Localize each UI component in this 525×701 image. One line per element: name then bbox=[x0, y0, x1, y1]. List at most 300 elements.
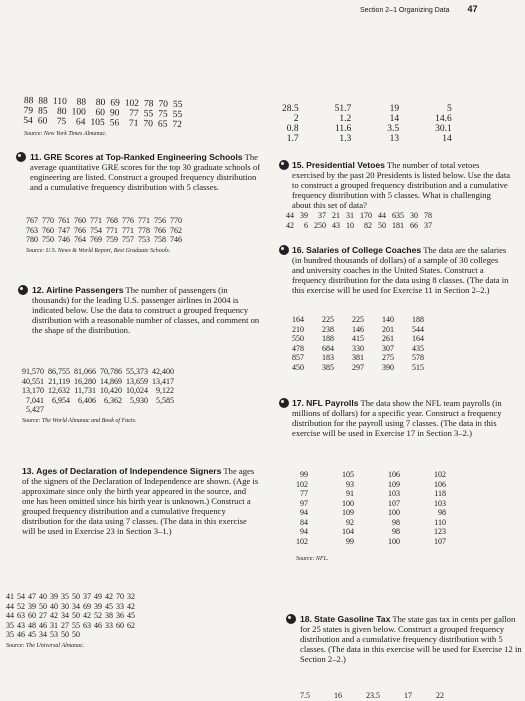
table-cell: 100 bbox=[342, 498, 354, 508]
table-cell: 69 bbox=[83, 601, 91, 611]
table-cell: 28.5 bbox=[282, 104, 299, 114]
table-cell: 105 bbox=[90, 117, 105, 129]
table-cell: 188 bbox=[412, 315, 424, 324]
exercise-title: State Gasoline Tax bbox=[314, 614, 391, 624]
table-cell: 6,362 bbox=[104, 395, 122, 405]
table-cell: 100 bbox=[388, 508, 400, 517]
table-cell: 1.3 bbox=[339, 134, 352, 144]
top-right-data-block bbox=[282, 104, 488, 144]
table-cell: 753 bbox=[138, 235, 150, 244]
exercise-title: Airline Passengers bbox=[46, 285, 124, 295]
table-cell: 415 bbox=[352, 334, 364, 343]
table-cell bbox=[48, 405, 74, 415]
table-cell: 94 bbox=[300, 527, 308, 536]
table-row bbox=[296, 537, 480, 547]
table-cell: 34 bbox=[61, 611, 69, 620]
table-cell: 746 bbox=[58, 235, 70, 244]
table-cell: 10 bbox=[346, 220, 354, 230]
table-cell: 261 bbox=[382, 334, 394, 343]
table-cell: 63 bbox=[83, 620, 91, 630]
table-cell: 33 bbox=[105, 620, 113, 630]
table-cell: 88 bbox=[38, 96, 48, 107]
table-cell: 109 bbox=[342, 508, 354, 517]
table-cell: 34 bbox=[39, 630, 47, 639]
table-cell: 105 bbox=[342, 470, 354, 479]
table-cell: 747 bbox=[58, 225, 70, 235]
table-cell: 80 bbox=[95, 97, 106, 109]
table-cell: 385 bbox=[322, 362, 334, 372]
table-cell: 55 bbox=[172, 99, 183, 111]
table-cell: 0.8 bbox=[286, 124, 299, 134]
table-cell: 107 bbox=[434, 536, 446, 546]
exercise-body: The number of passengers (in thousands) for the leading U.S. passenger airlines in 2004 is indicated below. Use the data to construct a grouped frequency distribution with a reasonable number of classes, and comment on the shape of the distribution. bbox=[32, 285, 260, 335]
table-cell: 140 bbox=[382, 315, 394, 324]
table-cell: 85 bbox=[37, 106, 48, 117]
table-cell: 754 bbox=[90, 225, 102, 235]
exercise-12-data bbox=[22, 367, 178, 424]
exercise-number: 18. bbox=[300, 614, 312, 624]
table-cell: 45 bbox=[105, 601, 113, 611]
table-cell: 390 bbox=[382, 362, 394, 372]
table-cell: 760 bbox=[74, 216, 86, 225]
table-cell: 23.5 bbox=[366, 691, 380, 700]
table-cell: 99 bbox=[300, 470, 308, 479]
table-cell: 46 bbox=[39, 620, 47, 630]
table-cell: 47 bbox=[28, 592, 36, 601]
table-cell: 16,280 bbox=[74, 376, 96, 386]
table-cell: 27 bbox=[61, 620, 69, 630]
table-row bbox=[26, 226, 186, 236]
table-cell: 771 bbox=[138, 216, 150, 225]
table-row bbox=[292, 344, 442, 354]
table-row bbox=[26, 235, 186, 245]
table-cell: 381 bbox=[352, 353, 364, 362]
table-cell: 181 bbox=[392, 220, 404, 230]
table-row bbox=[300, 691, 468, 701]
table-cell: 6 bbox=[304, 220, 308, 230]
table-row bbox=[6, 592, 138, 602]
exercise-12 bbox=[32, 285, 260, 335]
table-cell: 55 bbox=[172, 109, 183, 121]
exercise-13-table bbox=[6, 592, 138, 640]
table-cell: 42 bbox=[105, 592, 113, 601]
table-cell: 63 bbox=[17, 611, 25, 620]
table-cell bbox=[116, 630, 127, 640]
table-cell: 70,786 bbox=[100, 367, 122, 376]
table-cell: 770 bbox=[170, 216, 182, 225]
table-cell: 50 bbox=[61, 630, 69, 639]
table-cell bbox=[83, 630, 94, 640]
exercise-body: The data show the NFL team payrolls (in millions of dollars) for a specific year. Construct a frequency distribution for the payroll using 7 classes. (The data in this exercise will be used in Exercise 17 in Section 3–2.) bbox=[292, 398, 502, 438]
bullet-icon bbox=[16, 152, 26, 162]
table-cell: 6,406 bbox=[78, 395, 96, 405]
table-cell: 35 bbox=[61, 592, 69, 601]
table-cell: 780 bbox=[26, 235, 38, 244]
table-row bbox=[292, 315, 442, 325]
exercise-title: Presidential Vetoes bbox=[306, 160, 385, 170]
table-cell: 107 bbox=[388, 498, 400, 508]
exercise-number: 17. bbox=[292, 398, 304, 408]
table-cell: 45 bbox=[28, 630, 36, 639]
exercise-17 bbox=[292, 398, 512, 438]
table-cell: 43 bbox=[332, 220, 340, 230]
table-cell: 64 bbox=[75, 117, 86, 128]
table-cell: 53 bbox=[50, 630, 58, 639]
table-cell: 201 bbox=[382, 324, 394, 334]
table-cell: 2 bbox=[293, 114, 299, 124]
table-row bbox=[6, 630, 138, 640]
exercise-number: 13. bbox=[22, 466, 34, 476]
table-cell: 763 bbox=[26, 225, 38, 235]
exercise-16-data bbox=[292, 315, 442, 372]
table-cell: 188 bbox=[322, 334, 334, 343]
table-cell: 3.5 bbox=[387, 124, 400, 134]
table-cell: 102 bbox=[296, 536, 308, 546]
table-cell: 757 bbox=[122, 235, 134, 244]
table-cell: 40 bbox=[39, 592, 47, 601]
table-cell: 35 bbox=[6, 630, 14, 639]
table-cell: 183 bbox=[322, 353, 334, 362]
exercise-body: The state gas tax in cents per gallon for 25 states is given below. Construct a grouped frequency distribution and a cumulative frequency distribution with 5 classes. (The data in this exercise will be used for Exercise 12 in Section 2–2.) bbox=[300, 614, 522, 664]
table-cell: 146 bbox=[352, 324, 364, 334]
table-cell: 44 bbox=[286, 211, 294, 220]
exercise-17-table bbox=[296, 470, 480, 546]
table-cell: 275 bbox=[382, 353, 394, 362]
table-cell: 14 bbox=[389, 114, 400, 124]
exercise-number: 15. bbox=[292, 160, 304, 170]
table-cell: 66 bbox=[410, 220, 418, 230]
table-cell: 70 bbox=[158, 99, 169, 110]
table-cell: 42 bbox=[127, 601, 135, 611]
table-cell: 70 bbox=[116, 592, 124, 601]
exercise-number: 11. bbox=[30, 152, 42, 162]
table-cell: 34 bbox=[72, 601, 80, 611]
top-right-data-table bbox=[282, 104, 488, 144]
table-cell: 578 bbox=[412, 353, 424, 362]
exercise-title: NFL Payrolls bbox=[306, 398, 359, 408]
table-cell: 94 bbox=[300, 508, 308, 517]
table-cell: 12,632 bbox=[48, 386, 70, 395]
table-cell: 9,122 bbox=[156, 386, 174, 395]
table-cell: 40 bbox=[50, 601, 58, 611]
table-cell bbox=[94, 630, 105, 640]
table-cell: 14.6 bbox=[435, 114, 452, 124]
table-cell: 75 bbox=[56, 116, 67, 128]
table-cell: 44 bbox=[378, 211, 386, 220]
table-cell: 65 bbox=[157, 119, 168, 130]
table-cell: 210 bbox=[292, 324, 304, 334]
exercise-title: Ages of Declaration of Independence Signers bbox=[36, 466, 222, 476]
table-cell: 60 bbox=[28, 611, 36, 620]
table-cell: 31 bbox=[346, 211, 354, 220]
table-cell: 55 bbox=[72, 620, 80, 630]
table-cell: 21,119 bbox=[48, 376, 70, 386]
table-cell: 33 bbox=[116, 601, 124, 611]
table-cell: 770 bbox=[42, 216, 54, 225]
exercise-number: 16. bbox=[292, 245, 304, 255]
table-cell: 771 bbox=[90, 216, 102, 225]
exercise-17-source: Source: NFL. bbox=[296, 556, 329, 562]
table-cell: 42 bbox=[286, 220, 294, 230]
exercise-12-source: Source: The World Almanac and Book of Facts. bbox=[22, 417, 137, 424]
table-cell: 30.1 bbox=[435, 124, 452, 134]
exercise-11-source: Source: U.S. News & World Report, Best Graduate Schools. bbox=[26, 247, 171, 254]
running-header bbox=[360, 4, 477, 14]
table-cell bbox=[105, 630, 116, 640]
table-cell: 760 bbox=[42, 225, 54, 235]
table-cell bbox=[74, 405, 100, 415]
table-cell: 16 bbox=[334, 691, 342, 700]
table-cell: 17 bbox=[404, 691, 412, 700]
table-row bbox=[296, 508, 480, 518]
table-cell: 27 bbox=[39, 611, 47, 620]
table-cell: 769 bbox=[90, 235, 102, 244]
exercise-body: The data are the salaries (in hundred thousands of dollars) of a sample of 30 colleges and university coaches in the United States. Construct a frequency distribution for the data using 8 classes. (The data in this exercise will be used for Exercise 11 in Section 2–2.) bbox=[292, 245, 509, 295]
table-cell: 478 bbox=[292, 343, 304, 353]
table-cell: 11.6 bbox=[334, 124, 352, 134]
table-cell: 635 bbox=[392, 211, 404, 220]
table-cell bbox=[152, 405, 178, 415]
table-cell: 14,869 bbox=[100, 376, 122, 386]
table-row bbox=[22, 396, 178, 406]
table-row bbox=[6, 602, 138, 612]
table-row bbox=[296, 470, 480, 480]
table-cell: 5,585 bbox=[156, 395, 174, 405]
table-cell: 50 bbox=[39, 601, 47, 611]
table-cell: 307 bbox=[382, 343, 394, 353]
table-row bbox=[292, 363, 442, 373]
table-row bbox=[286, 221, 438, 231]
table-cell: 79 bbox=[23, 105, 34, 117]
table-row bbox=[296, 489, 480, 499]
table-cell bbox=[126, 405, 152, 415]
table-cell: 330 bbox=[352, 343, 364, 353]
table-cell: 84 bbox=[300, 517, 308, 527]
table-row bbox=[26, 216, 186, 226]
table-cell: 31 bbox=[50, 620, 58, 630]
table-cell: 30 bbox=[61, 601, 69, 611]
table-cell: 771 bbox=[106, 225, 118, 235]
table-cell: 39 bbox=[94, 601, 102, 611]
exercise-18-table bbox=[300, 691, 468, 701]
table-cell: 38 bbox=[105, 611, 113, 620]
table-cell: 37 bbox=[424, 220, 432, 230]
table-row bbox=[282, 134, 488, 144]
table-cell: 37 bbox=[318, 211, 326, 220]
table-cell: 46 bbox=[94, 620, 102, 630]
table-cell: 93 bbox=[346, 479, 354, 489]
table-row bbox=[292, 325, 442, 335]
table-cell: 56 bbox=[109, 118, 120, 129]
table-cell: 48 bbox=[28, 620, 36, 630]
table-row bbox=[22, 367, 178, 377]
table-cell: 80 bbox=[56, 106, 67, 118]
table-cell: 758 bbox=[154, 235, 166, 244]
table-cell: 99 bbox=[346, 536, 354, 546]
table-cell: 41 bbox=[6, 592, 14, 601]
table-row bbox=[292, 353, 442, 363]
exercise-16 bbox=[292, 245, 512, 295]
table-cell: 100 bbox=[71, 107, 86, 118]
table-cell: 106 bbox=[434, 479, 446, 489]
exercise-13-data bbox=[6, 592, 138, 649]
table-cell: 35 bbox=[6, 620, 14, 630]
table-cell: 746 bbox=[170, 235, 182, 244]
exercise-body: The number of total vetoes exercised by the past 20 Presidents is listed below. Use the data to construct a grouped frequency distribution and a cumulative frequency distribution with 5 classes. What is challenging about this set of data? bbox=[292, 160, 511, 210]
table-cell bbox=[100, 405, 126, 415]
table-cell: 225 bbox=[322, 315, 334, 324]
table-cell: 37 bbox=[83, 592, 91, 601]
table-cell: 98 bbox=[392, 517, 400, 527]
table-cell: 7.5 bbox=[300, 691, 310, 700]
table-cell: 46 bbox=[17, 630, 25, 639]
table-row bbox=[6, 611, 138, 621]
table-cell: 81,066 bbox=[74, 367, 96, 376]
table-cell: 766 bbox=[74, 225, 86, 235]
table-cell: 106 bbox=[388, 470, 400, 479]
table-cell: 104 bbox=[342, 527, 354, 536]
table-row bbox=[282, 104, 488, 114]
exercise-11 bbox=[30, 152, 262, 192]
table-cell: 5,427 bbox=[26, 405, 44, 414]
page-number: 47 bbox=[467, 4, 478, 14]
table-cell: 5,930 bbox=[130, 395, 148, 405]
table-cell: 72 bbox=[172, 119, 183, 131]
table-cell: 91 bbox=[346, 489, 354, 498]
table-cell: 110 bbox=[434, 517, 446, 527]
top-left-data-block bbox=[24, 96, 188, 137]
exercise-12-table bbox=[22, 367, 178, 415]
table-cell: 44 bbox=[6, 611, 14, 620]
table-cell: 100 bbox=[388, 536, 400, 546]
table-cell: 32 bbox=[127, 592, 135, 601]
table-cell: 764 bbox=[74, 235, 86, 244]
table-cell: 91,570 bbox=[22, 367, 44, 376]
table-cell: 7,041 bbox=[26, 395, 44, 405]
table-cell: 55 bbox=[143, 109, 154, 120]
table-cell: 771 bbox=[122, 225, 134, 235]
table-cell: 30 bbox=[410, 211, 418, 220]
table-cell: 13,417 bbox=[152, 376, 174, 386]
bullet-icon bbox=[279, 398, 289, 408]
table-cell: 70 bbox=[143, 119, 154, 130]
table-cell: 88 bbox=[23, 96, 34, 107]
exercise-16-table bbox=[292, 315, 442, 372]
table-cell: 97 bbox=[300, 498, 308, 508]
table-cell: 761 bbox=[58, 216, 70, 225]
table-cell: 77 bbox=[129, 108, 139, 120]
exercise-body: The ages of the signers of the Declaration of Independence are shown. (Age is approximate since only the birth year appeared in the source, and one has been omitted since his birth year is unknown.) Construct a grouped frequency distribution and a cumulative frequency distribution for the data using 7 classes. (The data in this exercise will be used in Exercise 23 in Section 3–1.) bbox=[22, 466, 259, 536]
exercise-title: Salaries of College Coaches bbox=[306, 245, 422, 255]
table-row bbox=[282, 124, 488, 134]
table-cell: 40,551 bbox=[22, 376, 44, 386]
table-cell: 69 bbox=[110, 98, 120, 109]
table-cell: 515 bbox=[412, 362, 424, 372]
table-cell: 60 bbox=[37, 116, 48, 127]
table-cell: 50 bbox=[378, 220, 386, 230]
bullet-icon bbox=[279, 245, 289, 255]
table-cell: 55,373 bbox=[126, 367, 148, 376]
table-cell: 110 bbox=[52, 96, 67, 108]
table-row bbox=[296, 499, 480, 509]
exercise-15-data bbox=[286, 211, 438, 230]
table-cell: 1.7 bbox=[286, 134, 299, 144]
table-cell: 450 bbox=[292, 362, 304, 372]
table-cell: 6,954 bbox=[52, 395, 70, 405]
exercise-15-table bbox=[286, 211, 438, 230]
bullet-icon bbox=[279, 160, 289, 170]
top-left-source: Source: New York Times Almanac. bbox=[24, 131, 107, 137]
table-cell: 42 bbox=[50, 611, 58, 620]
table-cell: 50 bbox=[72, 630, 80, 639]
table-cell: 756 bbox=[154, 216, 166, 225]
table-cell: 60 bbox=[116, 620, 124, 630]
table-cell: 250 bbox=[314, 220, 326, 230]
table-cell: 39 bbox=[50, 592, 58, 601]
table-cell: 550 bbox=[292, 334, 304, 343]
top-left-data-table bbox=[23, 96, 187, 130]
table-cell: 42,400 bbox=[152, 367, 174, 376]
table-cell: 14 bbox=[442, 134, 452, 144]
exercise-number: 12. bbox=[32, 285, 44, 295]
table-cell: 98 bbox=[392, 527, 400, 536]
table-cell: 102 bbox=[434, 470, 446, 479]
table-cell: 118 bbox=[434, 489, 446, 498]
table-cell: 77 bbox=[300, 489, 308, 498]
table-cell: 21 bbox=[332, 211, 340, 220]
table-cell: 103 bbox=[388, 489, 400, 498]
table-cell: 43 bbox=[17, 620, 25, 630]
exercise-18 bbox=[300, 614, 525, 664]
table-cell: 1.2 bbox=[339, 114, 352, 124]
table-cell: 164 bbox=[292, 315, 304, 324]
table-cell: 51.7 bbox=[334, 104, 352, 114]
table-cell: 684 bbox=[322, 343, 334, 353]
table-cell: 225 bbox=[352, 315, 364, 324]
table-cell: 778 bbox=[138, 225, 150, 235]
table-cell: 750 bbox=[42, 235, 54, 244]
table-cell: 109 bbox=[388, 479, 400, 489]
table-cell: 90 bbox=[109, 108, 120, 119]
exercise-title: GRE Scores at Top-Ranked Engineering Schools bbox=[43, 152, 243, 162]
table-row bbox=[282, 114, 488, 124]
table-cell: 62 bbox=[127, 620, 135, 630]
table-row bbox=[6, 621, 138, 631]
table-cell: 50 bbox=[72, 592, 80, 601]
table-cell: 60 bbox=[95, 107, 106, 119]
exercise-11-table bbox=[26, 216, 186, 245]
table-cell: 52 bbox=[17, 601, 25, 611]
section-title: Section 2–1 Organizing Data bbox=[360, 7, 450, 14]
table-cell: 759 bbox=[106, 235, 118, 244]
table-cell: 164 bbox=[412, 334, 424, 343]
table-cell: 98 bbox=[438, 508, 446, 517]
table-cell: 544 bbox=[412, 324, 424, 334]
table-cell: 86,755 bbox=[48, 367, 70, 376]
table-row bbox=[22, 377, 178, 387]
table-cell: 92 bbox=[346, 517, 354, 527]
exercise-13-source: Source: The Universal Almanac. bbox=[6, 642, 85, 649]
table-row bbox=[296, 518, 480, 528]
table-cell: 776 bbox=[122, 216, 134, 225]
exercise-body: The average quantitative GRE scores for the top 30 graduate schools of engineering are listed. Construct a grouped frequency distribution and a cumulative frequency distribution with 5 classes. bbox=[30, 152, 261, 192]
table-cell: 36 bbox=[116, 611, 124, 620]
table-cell: 13 bbox=[389, 134, 400, 144]
exercise-18-data bbox=[300, 691, 468, 701]
table-cell: 297 bbox=[352, 362, 364, 372]
table-cell: 54 bbox=[23, 115, 33, 127]
table-cell: 5 bbox=[447, 104, 452, 114]
